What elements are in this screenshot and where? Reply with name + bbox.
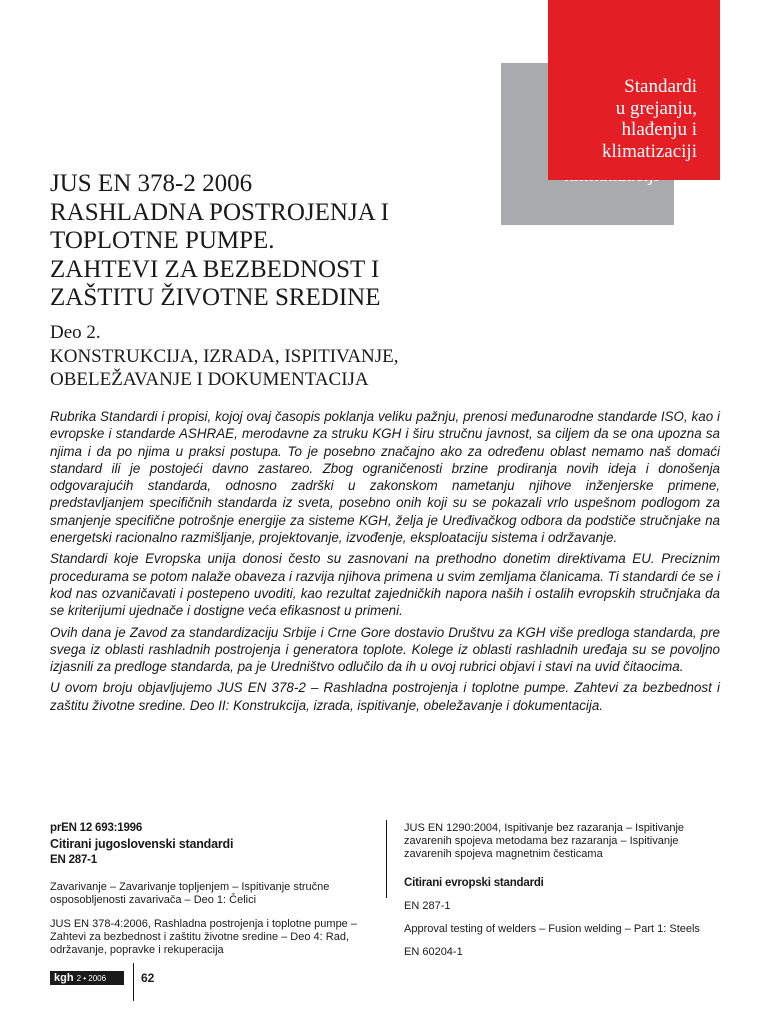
left-column [50, 822, 368, 968]
standard-description: Approval testing of welders – Fusion welding – Part 1: Steels [404, 923, 700, 935]
journal-badge [50, 971, 124, 985]
article-subtitle: KONSTRUKCIJA, IZRADA, ISPITIVANJE, OBELEŽAVANJE I DOKUMENTACIJA [50, 346, 399, 390]
standard-code: EN 287-1 [50, 854, 97, 866]
column-divider [386, 820, 387, 898]
standard-description: JUS EN 1290:2004, Ispitivanje bez razaranja – Ispitivanje zavarenih spojeva metodama bez razaranja – Ispitivanje zavarenih spojeva magnetnim česticama [404, 822, 685, 860]
standard-description: Zavarivanje – Zavarivanje topljenjem – Ispitivanje stručne osposobljenosti zavarivača – Deo 1: Čelici [50, 881, 330, 906]
article-part: Deo 2. [50, 322, 101, 343]
section-heading: Citirani evropski standardi [404, 877, 544, 889]
standard-code: EN 60204-1 [404, 946, 463, 958]
intro-paragraph: Ovih dana je Zavod za standardizaciju Srbije i Crne Gore dostavio Društvu za KGH više predloga standarda, pre svega iz oblasti rashladnih postrojenja i generatora toplote. Kolege iz oblasti rashladnih uređaja su se povoljno izjasnili za predloge standarda, pa je Uredništvo odlučilo da ih u ovoj rubrici objavi i stavi na uvid čitaocima. [50, 624, 720, 675]
page-number: 62 [141, 971, 155, 985]
standard-code: prEN 12 693:1996 [50, 822, 143, 834]
section-heading: Citirani jugoslovenski standardi [50, 837, 234, 851]
issue-label: 2 • 2006 [76, 973, 107, 983]
journal-logo: kgh [54, 972, 74, 984]
section-tag-front-text: Standardi u grejanju, hlađenju i klimatizaciji [602, 76, 697, 162]
footer-divider [133, 963, 134, 1001]
article-title: JUS EN 378-2 2006 RASHLADNA POSTROJENJA I TOPLOTNE PUMPE. ZAHTEVI ZA BEZBEDNOST I ZAŠTITU ŽIVOTNE SREDINE [50, 170, 389, 311]
intro-paragraph: U ovom broju objavljujemo JUS EN 378-2 – Rashladna postrojenja i toplotne pumpe. Zahtevi za bezbednost i zaštitu životne sredine. Deo II: Konstrukcija, izrada, ispitivanje, obeležavanje i dokumentacija. [50, 680, 720, 713]
intro-paragraph: Rubrika Standardi i propisi, kojoj ovaj časopis poklanja veliku pažnju, prenosi međunarodne standarde ISO, kao i evropske i standarde ASHRAE, merodavne za struku KGH i širu stručnu javnost, sa ciljem da se ona upozna sa njima i da po njima u praksi postupa. To je posebno značajno ako za određenu oblast nemamo naš domaći standard ili je postojeći davno zastareo. Zbog ograničenosti brzine prodiranja novih ideja i donošenja odgovarajućih standarda, odnosno zadrški u zakonskom nametanju njihove inženjerske primene, predstavljanjem specifičnih standarda iz sveta, posebno onih koji su se pokazali vrlo uspešnom podlogom za smanjenje specifične potrošnje energije za sisteme KGH, želja je Uređivačkog odbora da podstiče stručnjake na energetski racionalno razmišljanje, projektovanje, izvođenje, eksploataciju sistema i održavanje. [50, 409, 720, 546]
intro-paragraph: Standardi koje Evropska unija donosi često su zasnovani na prethodno donetim direktivama EU. Preciznim procedurama se potom nalaže obaveza i razvija njihova primena u svim zemljama članicama. Ti standardi će se i kod nas ozvaničavati i postepeno uvoditi, kao rezultat zajedničkih napora naših i ostalih evropskih stručnjaka da se kriterijumi ujednače i dostigne veća efikasnost u primeni. [50, 551, 720, 619]
intro-text [50, 408, 720, 718]
standard-description: JUS EN 378-4:2006, Rashladna postrojenja i toplotne pumpe – Zahtevi za bezbednost i zaštitu životne sredine – Deo 4: Rad, održavanje, popravke i rekuperacija [50, 918, 357, 956]
right-column [404, 822, 720, 969]
standard-code: EN 287-1 [404, 900, 451, 912]
